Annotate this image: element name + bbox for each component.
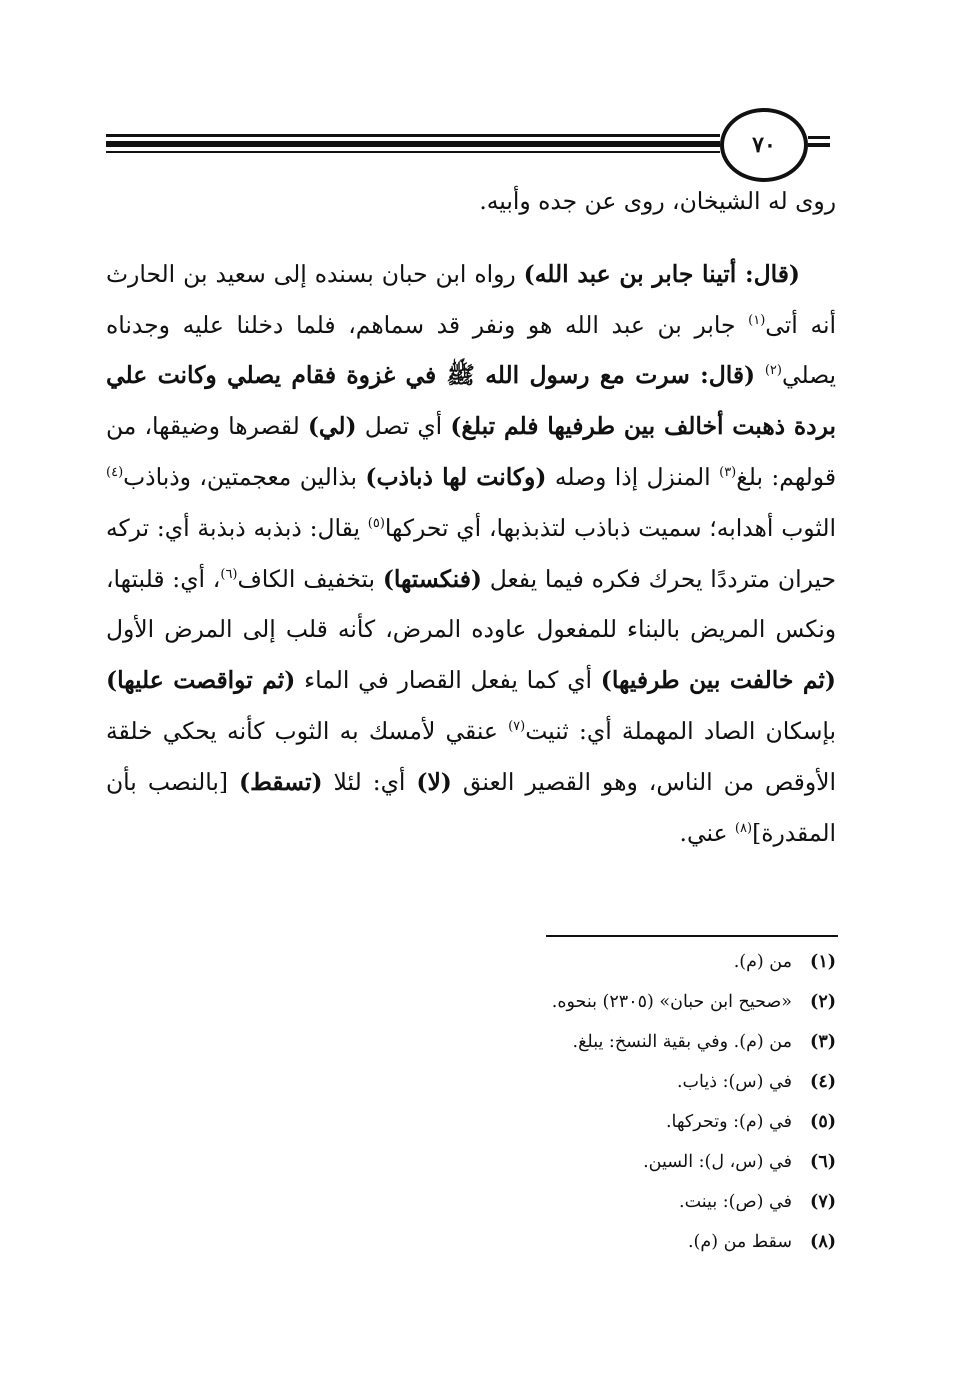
footnote-text: في (س، ل): السين. [643,1152,792,1172]
footnotes-list [300,942,836,1262]
commentary-text: أي: لئلا [322,767,417,796]
footnote-ref: (٨) [734,820,753,836]
commentary-text: عني. [679,818,735,847]
footnote-number: (٦) [810,1152,836,1172]
footnote-divider [546,935,838,937]
footnote-number: (٨) [810,1232,836,1252]
quoted-hadith-text: (قال: أتينا جابر بن عبد الله) [523,259,800,288]
page-number: ٧٠ [752,132,776,158]
header-rule [106,134,720,137]
footnote-text: سقط من (م). [687,1232,792,1252]
quoted-hadith-text: (لا) [416,767,452,796]
footnote-number: (٥) [810,1112,836,1132]
paragraph: روى له الشيخان، روى عن جده وأبيه. [479,187,836,215]
commentary-text: بتخفيف الكاف [237,564,383,593]
footnote-ref: (٥) [367,515,385,531]
commentary-text: [بالنصب بأن المقدرة] [106,767,836,847]
footnote-item [300,1102,836,1142]
footnote-item [300,942,836,982]
footnote-text: في (س): ذياب. [676,1072,792,1092]
footnote-item [300,1062,836,1102]
header-rule-tail [808,136,830,139]
footnote-text: من (م). وفي بقية النسخ: يبلغ. [572,1032,792,1052]
quoted-hadith-text: (لي) [307,412,357,441]
commentary-text: يقال: ذبذبه ذبذبة أي: تركه حيران مترددًا يحرك فكره فيما يفعل [106,513,836,593]
footnote-ref: (٦) [220,566,238,582]
footnote-text: في (ص): بينت. [679,1192,792,1212]
footnote-ref: (٤) [106,464,124,480]
commentary-text: عنقي لأمسك به الثوب كأنه يحكي خلقة الأوقص من الناس، وهو القصير العنق [106,716,836,796]
footnote-number: (٤) [810,1072,836,1092]
paragraph [106,249,836,859]
footnote-text: من (م). [733,952,792,972]
commentary-text: بذالين معجمتين، وذباذب [123,462,366,491]
footnote-ref: (١) [748,312,766,328]
quoted-hadith-text: (ثم خالفت بين طرفيها) [600,666,836,695]
footnote-number: (٢) [810,992,836,1012]
footnote-item [300,1182,836,1222]
header-rule [106,151,720,153]
commentary-text: ، أي: قلبتها، ونكس المريض بالبناء للمفعول عاوده المرض، كأنه قلب إلى المرض الأول [106,564,836,644]
quoted-hadith-text: (ثم تواقصت عليها) [106,666,296,695]
commentary-text: بإسكان الصاد المهملة أي: ثنيت [525,716,836,745]
page-number-badge [720,108,808,182]
quoted-hadith-text: (وكانت لها ذباذب) [365,462,547,491]
header-rule [106,141,720,147]
footnote-item [300,1142,836,1182]
commentary-text: أي تصل [356,412,451,441]
commentary-text: لقصرها وضيقها، من قولهم: بلغ [106,412,837,491]
main-text [106,176,836,858]
header-rule-tail [808,143,830,147]
commentary-text: أي كما يفعل القصار في الماء [295,666,601,695]
footnote-ref: (٧) [508,718,526,734]
footnote-item [300,1022,836,1062]
footnote-number: (٧) [810,1192,836,1212]
footnote-ref: (٣) [719,464,737,480]
footnote-number: (١) [810,952,836,972]
footnote-item [300,982,836,1022]
commentary-text [755,361,765,389]
footnote-text: «صحيح ابن حبان» (٢٣٠٥) بنحوه. [551,992,792,1012]
commentary-text: الثوب أهدابه؛ سميت ذباذب لتذبذبها، أي تحركها [384,513,836,542]
quoted-hadith-text: (قال: سرت مع رسول الله ﷺ في غزوة فقام يصلي وكانت علي بردة ذهبت أخالف بين طرفيها فلم تبلغ) [106,361,836,441]
commentary-text: رواه ابن حبان بسنده إلى سعيد بن الحارث أنه أتى [106,259,836,339]
footnote-text: في (م): وتحركها. [665,1112,792,1132]
footnote-number: (٣) [810,1032,836,1052]
quoted-hadith-text: (فنكستها) [382,564,482,593]
commentary-text: جابر بن عبد الله هو ونفر قد سماهم، فلما دخلنا عليه وجدناه يصلي [106,310,837,390]
footnote-ref: (٢) [764,363,782,379]
quoted-hadith-text: (تسقط) [239,767,323,796]
footnote-item [300,1222,836,1262]
commentary-text: المنزل إذا وصله [546,462,720,491]
